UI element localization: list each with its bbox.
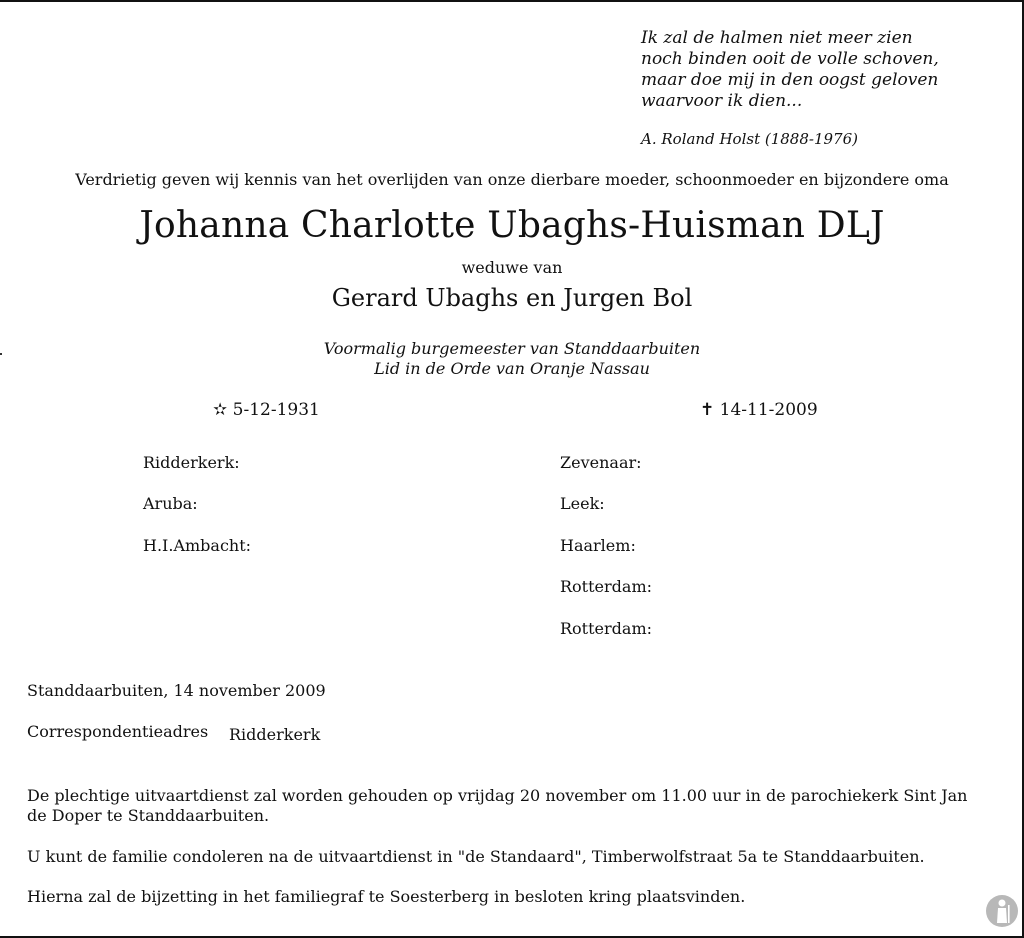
widow-of-label: weduwe van: [461, 258, 563, 277]
death-date: [700, 400, 818, 420]
birth-date: [213, 400, 320, 420]
place-zevenaar: Zevenaar:: [560, 453, 642, 472]
place-rotterdam: Rotterdam:: [560, 577, 652, 596]
place-leek: Leek:: [560, 494, 605, 513]
place-ridderkerk: Ridderkerk:: [143, 453, 240, 472]
place-hi-ambacht: H.I.Ambacht:: [143, 536, 252, 555]
death-date-value: 14-11-2009: [719, 400, 818, 420]
place-rotterdam: Rotterdam:: [560, 619, 652, 638]
place-aruba: Aruba:: [143, 494, 198, 513]
poem-line: waarvoor ik dien...: [641, 91, 803, 111]
service-text: De plechtige uitvaartdienst zal worden gehouden op vrijdag 20 november om 11.00 uur in de parochiekerk Sint Jan de Doper te Standdaarbuiten.: [27, 786, 968, 825]
poem-line: Ik zal de halmen niet meer zien: [641, 28, 913, 48]
correspondence-value: Ridderkerk: [229, 725, 321, 744]
birth-date-value: 5-12-1931: [232, 400, 320, 420]
mourning-figure-icon: [985, 893, 1019, 929]
star-icon: ✫: [213, 400, 228, 420]
burial-text: Hierna zal de bijzetting in het familiegraf te Soesterberg in besloten kring plaatsvinden.: [27, 887, 746, 906]
place-date: Standdaarbuiten, 14 november 2009: [27, 681, 326, 700]
correspondence-label: Correspondentieadres: [27, 722, 209, 741]
titles: [0, 339, 1024, 379]
place-haarlem: Haarlem:: [560, 536, 636, 555]
intro-text: Verdrietig geven wij kennis van het overlijden van onze dierbare moeder, schoonmoeder en bijzondere oma: [75, 170, 949, 189]
condolence-text: U kunt de familie condoleren na de uitvaartdienst in "de Standaard", Timberwolfstraat 5a te Standdaarbuiten.: [27, 847, 925, 866]
poem-line: maar doe mij in den oogst geloven: [641, 70, 939, 90]
poem-line: noch binden ooit de volle schoven,: [641, 49, 939, 69]
cross-icon: ✝: [700, 400, 715, 420]
title-line: Voormalig burgemeester van Standdaarbuiten: [323, 339, 701, 358]
poem: [641, 28, 939, 112]
deceased-name: Johanna Charlotte Ubaghs-Huisman DLJ: [139, 205, 885, 246]
title-line: Lid in de Orde van Oranje Nassau: [374, 359, 650, 378]
spouses-names: Gerard Ubaghs en Jurgen Bol: [331, 284, 693, 312]
poem-author: A. Roland Holst (1888-1976): [641, 130, 858, 148]
